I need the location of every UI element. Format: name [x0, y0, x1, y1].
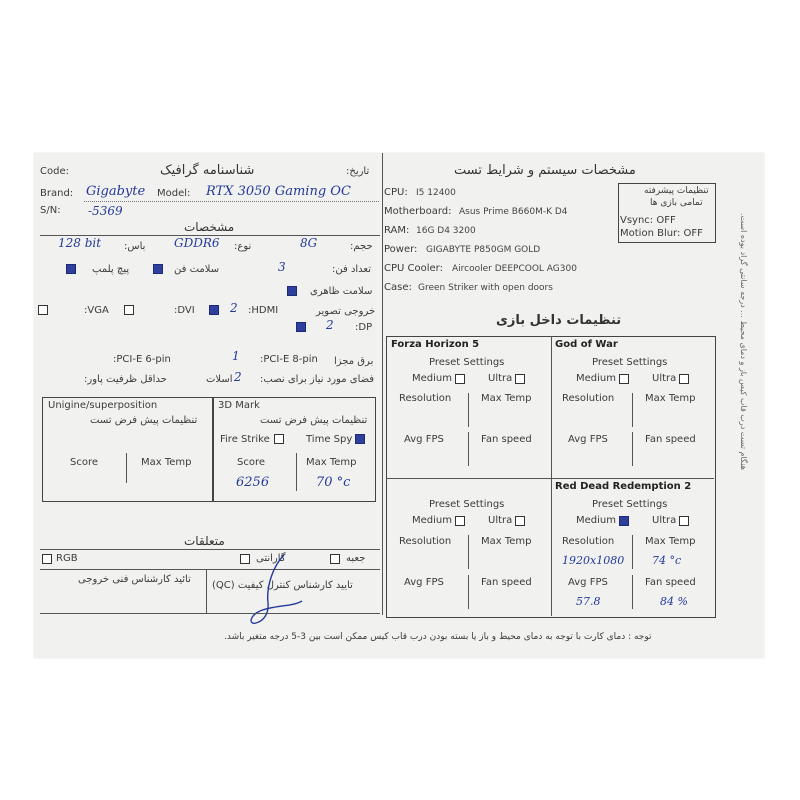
pcie8-value: 1	[232, 349, 240, 363]
forza-sep-1	[468, 393, 469, 427]
unigine-preset: تنظیمات پیش فرض تست	[90, 415, 198, 426]
slots-unit: اسلات	[206, 374, 233, 385]
game3-temp: Max Temp	[481, 536, 532, 547]
rdr2-fps-value: 57.8	[576, 595, 601, 608]
firestrike-label: Fire Strike	[220, 434, 270, 445]
gow-sep-2	[632, 432, 633, 466]
type-label: نوع:	[234, 241, 252, 252]
vga-label: :VGA	[84, 305, 109, 316]
cooler-label: CPU Cooler:	[384, 263, 443, 274]
accessories-divider	[40, 549, 380, 550]
gow-medium: Medium	[576, 373, 616, 384]
game-title-gow: God of War	[555, 339, 618, 350]
3dmark-score-value: 6256	[236, 475, 270, 490]
forza-resolution: Resolution	[399, 393, 452, 404]
game3-fps: Avg FPS	[404, 577, 444, 588]
advanced-title-1: تنظیمات پیشرفته	[644, 186, 709, 196]
approval-sep	[206, 569, 207, 613]
rdr2-medium: Medium	[576, 515, 616, 526]
3dmark-temp-value: 70 °c	[316, 475, 351, 490]
hdmi-checkbox[interactable]	[209, 305, 219, 315]
rgb-label: RGB	[56, 553, 78, 564]
rdr2-temp: Max Temp	[645, 536, 696, 547]
motion-blur-label: Motion Blur: OFF	[620, 228, 703, 239]
timespy-checkbox[interactable]	[355, 434, 365, 444]
forza-temp: Max Temp	[481, 393, 532, 404]
motherboard-value: Asus Prime B660M-K D4	[459, 207, 568, 217]
bus-value: 128 bit	[58, 236, 102, 250]
type-value: GDDR6	[174, 236, 220, 250]
forza-fan: Fan speed	[481, 434, 532, 445]
dvi-label: :DVI	[174, 305, 195, 316]
min-psu-label: حداقل ظرفیت پاور:	[84, 374, 167, 385]
unigine-temp-label: Max Temp	[141, 457, 192, 468]
rdr2-temp-value: 74 °c	[652, 554, 682, 567]
game3-fan: Fan speed	[481, 577, 532, 588]
game3-resolution: Resolution	[399, 536, 452, 547]
rdr2-resolution-value: 1920x1080	[562, 554, 625, 567]
appearance-label: سلامت ظاهری	[310, 286, 373, 297]
forza-ultra: Ultra	[488, 373, 513, 384]
rdr2-fan-value: 84 %	[660, 595, 688, 608]
fan-count-label: تعداد فن:	[332, 264, 372, 275]
3dmark-preset: تنظیمات پیش فرض تست	[260, 415, 368, 426]
graphics-card-title: شناسنامه گرافیک	[160, 163, 255, 178]
unigine-title: Unigine/superposition	[48, 400, 158, 411]
ram-value: 16G D4 3200	[416, 226, 476, 236]
gow-sep-1	[632, 393, 633, 427]
pump-label: پیچ پلمپ	[92, 264, 130, 275]
game3-sep-1	[468, 535, 469, 569]
forza-ultra-checkbox[interactable]	[515, 374, 525, 384]
game3-sep-2	[468, 575, 469, 609]
model-label: Model:	[157, 188, 191, 199]
games-grid-hsep	[386, 478, 714, 479]
forza-medium: Medium	[412, 373, 452, 384]
unigine-box	[42, 397, 214, 502]
power-value: GIGABYTE P850GM GOLD	[426, 245, 541, 255]
dp-label: :DP	[355, 322, 373, 333]
gow-fps: Avg FPS	[568, 434, 608, 445]
code-label: Code:	[40, 166, 69, 177]
rdr2-ultra-checkbox[interactable]	[679, 516, 689, 526]
gow-medium-checkbox[interactable]	[619, 374, 629, 384]
games-grid-vsep	[551, 336, 552, 616]
middle-divider	[382, 153, 383, 615]
volume-value: 8G	[300, 236, 318, 250]
output-label: خروجی تصویر	[316, 306, 376, 317]
cpu-value: I5 12400	[416, 188, 456, 198]
sn-label: S/N:	[40, 205, 61, 216]
gow-temp: Max Temp	[645, 393, 696, 404]
signature-image	[240, 551, 310, 631]
accessories-title: متعلقات	[184, 534, 225, 548]
pump-checkbox[interactable]	[66, 264, 76, 274]
vsync-label: Vsync: OFF	[620, 215, 676, 226]
forza-fps: Avg FPS	[404, 434, 444, 445]
rgb-checkbox[interactable]	[42, 554, 52, 564]
warranty-label: گارانتی	[256, 553, 286, 564]
brand-value: Gigabyte	[86, 184, 146, 199]
rdr2-fan: Fan speed	[645, 577, 696, 588]
box-label: جعبه	[346, 553, 366, 564]
rdr2-resolution: Resolution	[562, 536, 615, 547]
footer-note: توجه : دمای کارت با توجه به دمای محیط و باز یا بسته بودن درب قاب کیس ممکن است بین 3-5 درجه متغیر باشد.	[224, 632, 652, 642]
game3-ultra-checkbox[interactable]	[515, 516, 525, 526]
dvi-checkbox[interactable]	[124, 305, 134, 315]
specs-title: مشخصات	[184, 220, 235, 234]
approval-divider	[40, 569, 380, 570]
vga-checkbox[interactable]	[38, 305, 48, 315]
brand-label: Brand:	[40, 188, 74, 199]
box-checkbox[interactable]	[330, 554, 340, 564]
forza-sep-2	[468, 432, 469, 466]
3dmark-temp-label: Max Temp	[306, 457, 357, 468]
case-value: Green Striker with open doors	[418, 283, 553, 293]
volume-label: حجم:	[350, 241, 373, 252]
appearance-checkbox[interactable]	[287, 286, 297, 296]
forza-medium-checkbox[interactable]	[455, 374, 465, 384]
sn-value: -5369	[88, 204, 123, 218]
rdr2-sep-1	[632, 535, 633, 569]
report-sheet	[34, 153, 764, 658]
gow-fan: Fan speed	[645, 434, 696, 445]
game-title-forza: Forza Horizon 5	[391, 339, 480, 350]
3dmark-sep	[296, 453, 297, 491]
cooler-value: Aircooler DEEPCOOL AG300	[452, 264, 577, 274]
fan-health-label: سلامت فن	[174, 264, 220, 275]
gow-ultra: Ultra	[652, 373, 677, 384]
unigine-sep	[126, 453, 127, 483]
pcie8-label: :PCI-E 8-pin	[260, 354, 318, 365]
rdr2-preset: Preset Settings	[592, 499, 668, 510]
system-title: مشخصات سیستم و شرایط تست	[454, 163, 636, 178]
dp-value: 2	[326, 318, 334, 332]
unigine-score-label: Score	[70, 457, 99, 468]
fan-health-checkbox[interactable]	[153, 264, 163, 274]
hdmi-value: 2	[230, 301, 238, 315]
hdmi-label: :HDMI	[248, 305, 279, 316]
dp-checkbox[interactable]	[296, 322, 306, 332]
game3-preset: Preset Settings	[429, 499, 505, 510]
game3-medium-checkbox[interactable]	[455, 516, 465, 526]
timespy-label: Time Spy	[306, 434, 353, 445]
rdr2-fps: Avg FPS	[568, 577, 608, 588]
firestrike-checkbox[interactable]	[274, 434, 284, 444]
tech-approval-label: تائید کارشناس فنی خروجی	[78, 574, 191, 585]
game-title-rdr2: Red Dead Redemption 2	[555, 481, 692, 492]
gow-ultra-checkbox[interactable]	[679, 374, 689, 384]
game3-ultra: Ultra	[488, 515, 513, 526]
slots-value: 2	[234, 370, 242, 384]
3dmark-title: 3D Mark	[218, 400, 260, 411]
date-label: تاریخ:	[346, 166, 370, 177]
power-label: Power:	[384, 244, 418, 255]
rdr2-sep-2	[632, 575, 633, 609]
slots-label: فضای مورد نیاز برای نصب:	[260, 374, 375, 385]
power-label: برق مجزا	[334, 356, 374, 367]
model-value: RTX 3050 Gaming OC	[206, 184, 351, 199]
brand-line	[84, 201, 379, 202]
case-label: Case:	[384, 282, 412, 293]
pcie6-label: :PCI-E 6-pin	[113, 354, 171, 365]
bottom-left-divider	[40, 613, 380, 614]
fan-count-value: 3	[278, 260, 286, 274]
motherboard-label: Motherboard:	[384, 206, 452, 217]
rdr2-medium-checkbox[interactable]	[619, 516, 629, 526]
gow-resolution: Resolution	[562, 393, 615, 404]
forza-preset: Preset Settings	[429, 357, 505, 368]
game3-medium: Medium	[412, 515, 452, 526]
bus-label: باس:	[124, 241, 146, 252]
rdr2-ultra: Ultra	[652, 515, 677, 526]
3dmark-score-label: Score	[237, 457, 266, 468]
cpu-label: CPU:	[384, 187, 408, 198]
gow-preset: Preset Settings	[592, 357, 668, 368]
side-note: هنگام تست درب قاب کیس باز و دمای محیط ... درجه سانتی گراد بوده است.	[739, 213, 748, 471]
qc-approval-label: تایید کارشناس کنترل کیفیت (QC)	[212, 580, 353, 591]
ram-label: RAM:	[384, 225, 410, 236]
games-title: تنظیمات داخل بازی	[496, 313, 622, 328]
advanced-title-2: تمامی بازی ها	[650, 198, 703, 208]
